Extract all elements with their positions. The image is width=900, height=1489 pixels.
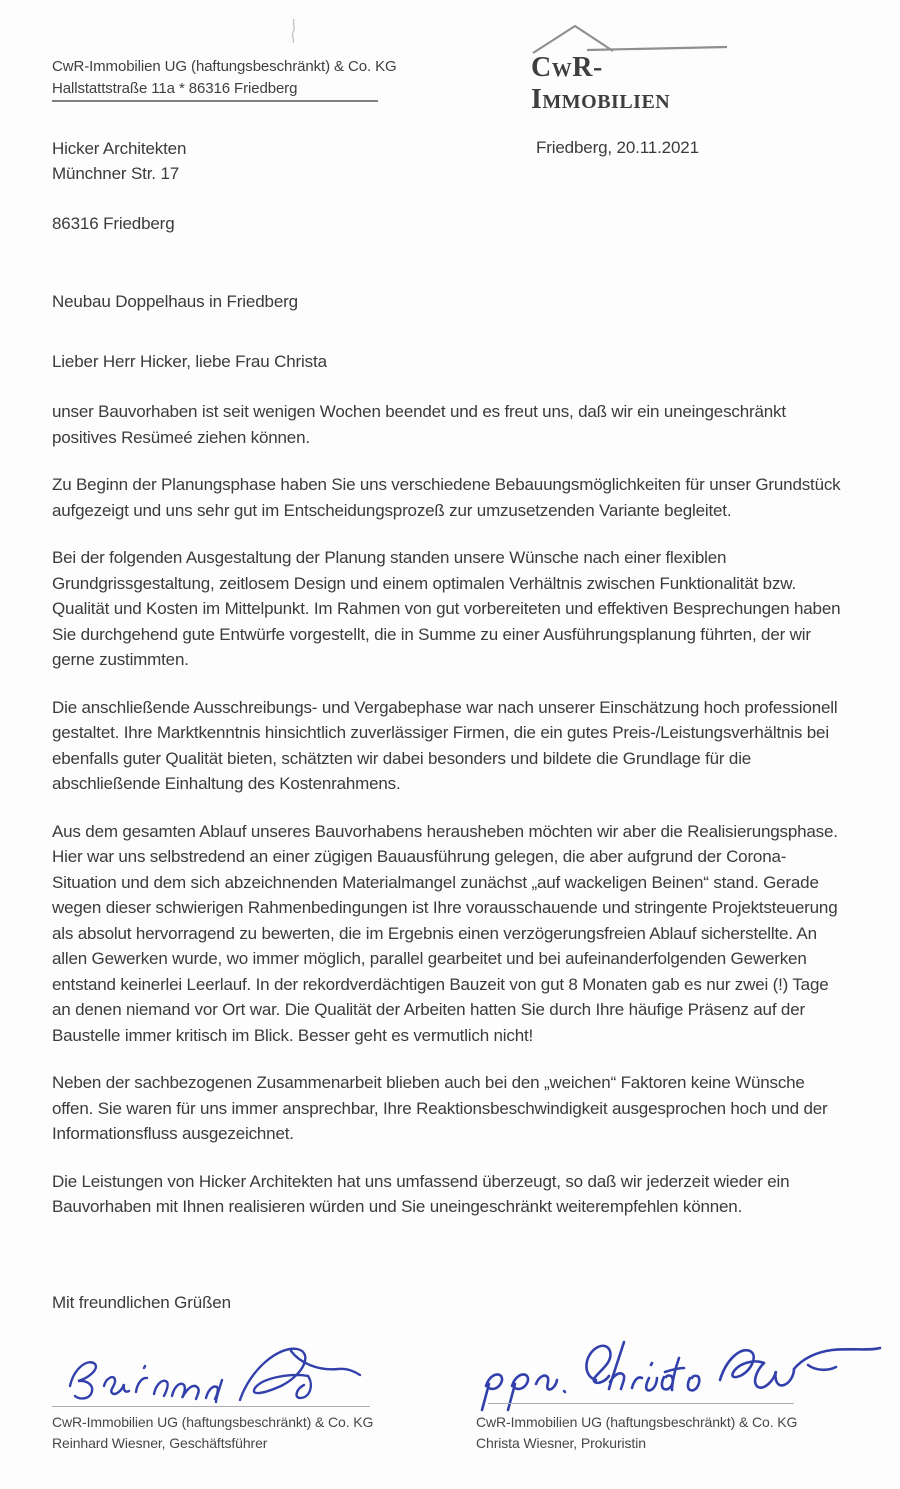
sender-underline-rule — [52, 100, 378, 102]
dateline: Friedberg, 20.11.2021 — [536, 138, 699, 157]
signature-name-right: Christa Wiesner, Prokuristin — [476, 1435, 646, 1451]
paragraph-7: Die Leistungen von Hicker Architekten hat uns umfassend überzeugt, so daß wir jederzeit wieder ein Bauvorhaben mit Ihnen realisieren würden und Sie uneingeschränkt weiterempfehlen können. — [52, 1171, 790, 1216]
recipient-address — [52, 136, 186, 236]
scan-artifact-mark — [289, 18, 299, 44]
salutation: Lieber Herr Hicker, liebe Frau Christa — [52, 352, 327, 371]
recipient-line-blank — [52, 186, 186, 211]
sender-line-2: Hallstattstraße 11a * 86316 Friedberg — [52, 80, 298, 97]
paragraph-5: Aus dem gesamten Ablauf unseres Bauvorhabens herausheben möchten wir aber die Realisierungsphase. Hier war uns selbstredend an einer zügigen Bauausführung gelegen, die aber aufgrund der Corona-Situation und dem sich abzeichnenden Materialmangel zunächst „auf wackeligen Beinen“ stand. Gerade wegen dieser schwierigen Rahmenbedingungen ist Ihre vorausschauende und stringente Projektsteuerung als absolut hervorragend zu bewerten, die im Ergebnis einen verzögerungsfreien Ablauf sicherstellte. An allen Gewerken wurde, wo immer möglich, parallel gearbeitet und bei aufeinanderfolgenden Gewerken entstand keinerlei Leerlauf. In der rekordverdächtigen Bauzeit von gut 8 Monaten gab es nur zwei (!) Tage an denen niemand vor Ort war. Die Qualität der Arbeiten hatten Sie durch Ihre häufige Präsenz auf der Baustelle immer kritisch im Blick. Besser geht es vermutlich nicht! — [52, 821, 838, 1045]
signature-rule-right — [488, 1403, 794, 1404]
handwritten-signature-reinhard — [54, 1340, 364, 1412]
paragraph-2: Zu Beginn der Planungsphase haben Sie uns verschiedene Bebauungsmöglichkeiten für unser Grundstück aufgezeigt und uns sehr gut im Entscheidungsprozeß zur umzusetzenden Variante begleitet. — [52, 475, 841, 520]
paragraph-1: unser Bauvorhaben ist seit wenigen Wochen beendet und es freut uns, daß wir ein uneingeschränkt positives Resümeé ziehen können. — [52, 402, 786, 447]
recipient-line: Münchner Str. 17 — [52, 164, 180, 183]
logo-wordmark: CwR-Immobilien — [531, 52, 671, 115]
signature-name-left: Reinhard Wiesner, Geschäftsführer — [52, 1435, 268, 1451]
paragraph-6: Neben der sachbezogenen Zusammenarbeit blieben auch bei den „weichen“ Faktoren keine Wünsche offen. Sie waren für uns immer ansprechbar, Ihre Reaktionsbeschwindigkeit ausgesprochen hoch und der Informationsfluss ausgezeichnet. — [52, 1073, 828, 1143]
signature-block-right — [476, 1412, 797, 1454]
subject-line: Neubau Doppelhaus in Friedberg — [52, 292, 298, 311]
company-logo — [531, 20, 731, 116]
signature-company-left: CwR-Immobilien UG (haftungsbeschränkt) & Co. KG — [52, 1414, 374, 1430]
closing-phrase: Mit freundlichen Grüßen — [52, 1293, 231, 1312]
handwritten-signature-christa — [474, 1334, 884, 1420]
sender-line-1: CwR-Immobilien UG (haftungsbeschränkt) & Co. KG — [52, 58, 397, 75]
recipient-line: Hicker Architekten — [52, 139, 187, 158]
recipient-line: 86316 Friedberg — [52, 214, 175, 233]
signature-company-right: CwR-Immobilien UG (haftungsbeschränkt) & Co. KG — [476, 1414, 798, 1430]
paragraph-4: Die anschließende Ausschreibungs- und Vergabephase war nach unserer Einschätzung hoch professionell gestaltet. Ihre Marktkenntnis hinsichtlich zuverlässiger Firmen, die ein gutes Preis-/Leistungsverhältnis bei ebenfalls guter Qualität bieten, schätzten wir dabei besonders und bildete die Grundlage für die abschließende Einhaltung des Kostenrahmens. — [52, 697, 838, 793]
letter-body — [52, 399, 847, 1242]
sender-address — [52, 56, 397, 100]
signature-block-left — [52, 1412, 373, 1454]
roof-outline-icon — [531, 20, 729, 56]
signature-rule-left — [52, 1406, 370, 1407]
paragraph-3: Bei der folgenden Ausgestaltung der Planung standen unsere Wünsche nach einer flexiblen Grundgrissgestaltung, zeitlosem Design und einem optimalen Verhältnis zwischen Funktionalität bzw. Qualität und Kosten im Mittelpunkt. Im Rahmen von gut vorbereiteten und effektiven Besprechungen haben Sie durchgehend gute Entwürfe vorgestellt, die in Summe zu einer Ausführungsplanung führten, der wir gerne zustimmten. — [52, 548, 841, 669]
